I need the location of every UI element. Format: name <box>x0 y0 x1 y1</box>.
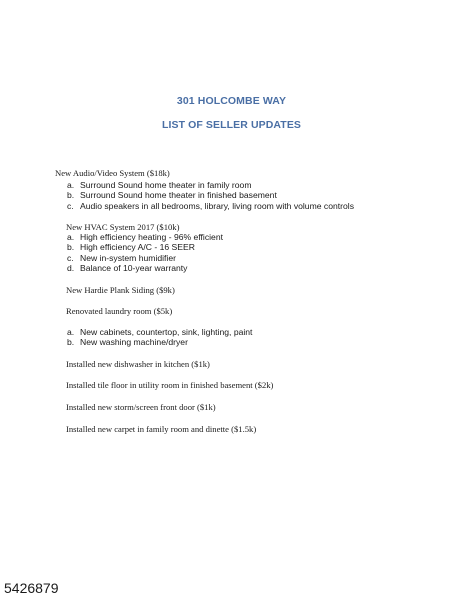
section-heading: Installed new dishwasher in kitchen ($1k) <box>66 359 210 369</box>
list-marker: d. <box>67 262 75 273</box>
list-marker: b. <box>67 190 75 201</box>
list-item <box>67 180 354 190</box>
list-item-text: Surround Sound home theater in finished basement <box>80 190 277 201</box>
section-heading: Installed new storm/screen front door ($1k) <box>66 402 216 412</box>
list-marker: c. <box>67 252 74 263</box>
section-heading: New HVAC System 2017 ($10k) <box>66 222 180 232</box>
list-marker: a. <box>67 232 75 242</box>
list-item <box>67 263 223 273</box>
list-item <box>67 337 252 347</box>
section-heading: Installed tile floor in utility room in finished basement ($2k) <box>66 380 274 390</box>
update-list <box>67 327 252 348</box>
section-heading: Installed new carpet in family room and dinette ($1.5k) <box>66 424 257 434</box>
update-list <box>67 232 223 273</box>
section-heading: Renovated laundry room ($5k) <box>66 306 173 316</box>
list-marker: a. <box>67 180 75 190</box>
list-item-text: Balance of 10-year warranty <box>80 262 188 273</box>
document-id: 5426879 <box>4 580 59 596</box>
list-item-text: Surround Sound home theater in family room <box>80 180 252 190</box>
section-heading: New Hardie Plank Siding ($9k) <box>66 285 175 295</box>
document-subtitle: LIST OF SELLER UPDATES <box>161 119 302 131</box>
section-heading: New Audio/Video System ($18k) <box>55 168 170 178</box>
list-marker: b. <box>67 242 75 253</box>
list-item-text: New washing machine/dryer <box>80 337 188 348</box>
list-item <box>67 242 223 252</box>
list-item-text: High efficiency A/C - 16 SEER <box>80 242 195 253</box>
list-item-text: High efficiency heating - 96% efficient <box>80 232 223 242</box>
list-marker: c. <box>67 200 74 211</box>
list-item <box>67 190 354 200</box>
list-item-text: Audio speakers in all bedrooms, library, living room with volume controls <box>80 200 355 211</box>
list-marker: a. <box>67 327 75 337</box>
list-item <box>67 253 223 263</box>
list-item-text: New in-system humidifier <box>80 252 176 263</box>
list-item <box>67 232 223 242</box>
list-item <box>67 201 354 211</box>
list-marker: b. <box>67 337 75 348</box>
document-title: 301 HOLCOMBE WAY <box>176 95 287 107</box>
update-list <box>67 180 354 211</box>
list-item <box>67 327 252 337</box>
list-item-text: New cabinets, countertop, sink, lighting, paint <box>80 327 253 337</box>
